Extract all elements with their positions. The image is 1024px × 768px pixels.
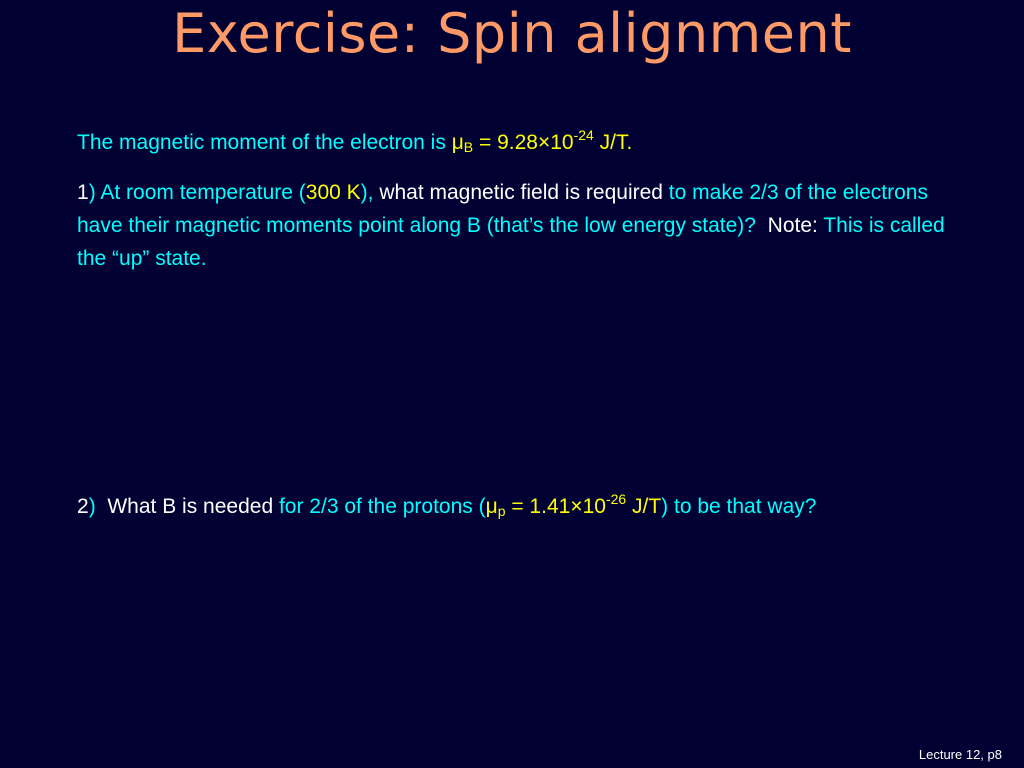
q1-temperature: 300 K xyxy=(305,181,361,204)
q2-power-base: 10 xyxy=(582,495,606,518)
mu-glyph: μ xyxy=(451,131,464,154)
mu-p-unit: J/T xyxy=(626,495,662,518)
times-glyph: × xyxy=(537,131,551,154)
q1-number: 1 xyxy=(77,181,89,204)
mu-p-glyph: μ xyxy=(485,495,498,518)
q2-times-glyph: × xyxy=(570,495,583,518)
q1-note-text: This is called the “up” state. xyxy=(77,214,945,270)
intro-text: The magnetic moment of the electron is xyxy=(77,131,452,154)
q1-note-label: Note: xyxy=(755,214,824,237)
q2-part-a: What B is needed xyxy=(95,495,279,518)
q2-number: 2 xyxy=(77,495,89,518)
intro-paragraph xyxy=(77,126,977,159)
mu-p-symbol xyxy=(485,491,662,519)
mu-b-value: = 9.28 xyxy=(473,131,538,154)
mu-b-symbol xyxy=(451,127,633,155)
q2-paren: ) xyxy=(88,495,96,518)
q1-part-d: to make 2/3 of the electrons have their magnetic moments point along B (that’s the low energy state)? xyxy=(77,181,928,237)
question-1 xyxy=(77,176,977,275)
q1-part-b: ), xyxy=(360,181,374,204)
power-base: 10 xyxy=(550,131,574,154)
mu-b-unit: J/T. xyxy=(593,131,633,154)
question-2 xyxy=(77,490,977,523)
mu-p-subscript: p xyxy=(497,503,506,519)
q2-part-c: ) to be that way? xyxy=(661,495,817,518)
q2-part-b: for 2/3 of the protons ( xyxy=(278,495,486,518)
power-exponent: -24 xyxy=(573,127,594,143)
mu-p-value: = 1.41 xyxy=(505,495,571,518)
q1-part-c: what magnetic field is required xyxy=(373,181,669,204)
q1-part-a: ) At room temperature ( xyxy=(88,181,306,204)
slide-footer: Lecture 12, p8 xyxy=(918,747,1002,762)
q2-power-exponent: -26 xyxy=(605,491,627,507)
slide-title: Exercise: Spin alignment xyxy=(172,2,852,65)
mu-b-subscript: B xyxy=(463,139,474,155)
